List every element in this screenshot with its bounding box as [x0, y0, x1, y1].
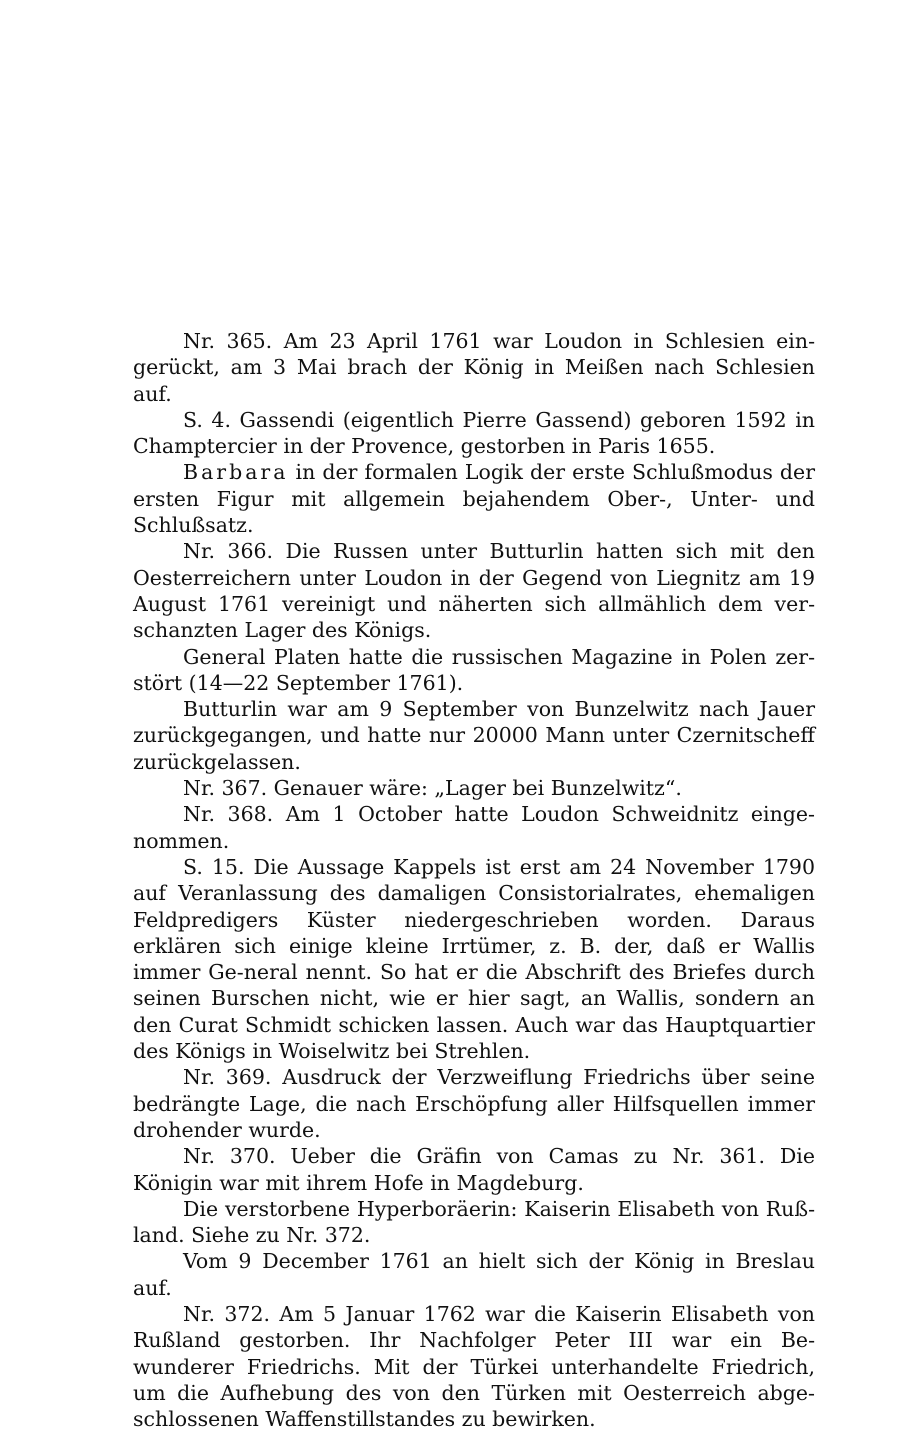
note-butturlin: Butturlin war am 9 September von Bunzelwitz nach Jauer zurückgegangen, und hatte nur 20000 Mann unter Czernitscheff zurückgelassen. — [133, 697, 815, 774]
note-hyperboraeerin: Die verstorbene Hyperboräerin: Kaiserin Elisabeth von Ruß-land. Siehe zu Nr. 372. — [133, 1196, 815, 1248]
note-nr-367: Nr. 367. Genauer wäre: „Lager bei Bunzelwitz“. — [183, 776, 682, 801]
note-nr-370: Nr. 370. Ueber die Gräfin von Camas zu Nr. 361. Die Königin war mit ihrem Hofe in Magdeburg. — [133, 1144, 815, 1195]
note-nr-368: Nr. 368. Am 1 October hatte Loudon Schweidnitz einge-nommen. — [133, 802, 815, 853]
note-nr-369: Nr. 369. Ausdruck der Verzweiflung Friedrichs über seine bedrängte Lage, die nach Erschöpfung aller Hilfsquellen immer drohender wurde. — [133, 1065, 815, 1142]
note-breslau: Vom 9 December 1761 an hielt sich der König in Breslau auf. — [133, 1249, 815, 1300]
note-s-4-gassendi: S. 4. Gassendi (eigentlich Pierre Gassend) geboren 1592 in Champtercier in der Provence, gestorben in Paris 1655. — [133, 407, 815, 459]
note-nr-372: Nr. 372. Am 5 Januar 1762 war die Kaiserin Elisabeth von Rußland gestorben. Ihr Nachfolger Peter III war ein Be-wunderer Friedrichs. Mit der Türkei unterhandelte Friedrich, um die Aufhebung des von den Türken mit Oesterreich abge-schlossenen Waffenstillstandes zu bewirken. — [133, 1301, 815, 1432]
note-nr-365: Nr. 365. Am 23 April 1761 war Loudon in Schlesien ein-gerückt, am 3 Mai brach der König in Meißen nach Schlesien auf. — [133, 329, 815, 406]
note-s-15-kappel: S. 15. Die Aussage Kappels ist erst am 24 November 1790 auf Veranlassung des damaligen Consistorialrates, ehemaligen Feldpredigers Küster niedergeschrieben worden. Daraus erklären sich einige kleine Irrtümer, z. B. der, daß er Wallis immer Ge-neral nennt. So hat er die Abschrift des Briefes durch seinen Burschen nicht, wie er hier sagt, an Wallis, sondern an den Curat Schmidt schicken lassen. Auch war das Hauptquartier des Königs in Woiselwitz bei Strehlen. — [133, 854, 815, 1064]
note-nr-366: Nr. 366. Die Russen unter Butturlin hatten sich mit den Oesterreichern unter Loudon in der Gegend von Liegnitz am 19 August 1761 vereinigt und näherten sich allmählich dem ver-schanzten Lager des Königs. — [133, 539, 815, 643]
note-platen: General Platen hatte die russischen Magazine in Polen zer-stört (14—22 September 1761). — [133, 644, 815, 695]
note-barbara-text: in der formalen Logik der erste Schlußmodus der ersten Figur mit allgemein bejahendem Ober-, Unter- und Schlußsatz. — [133, 460, 815, 538]
note-barbara — [133, 459, 815, 538]
commentary-text-block — [133, 328, 815, 1432]
spaced-term-barbara: Barbara — [183, 460, 289, 485]
